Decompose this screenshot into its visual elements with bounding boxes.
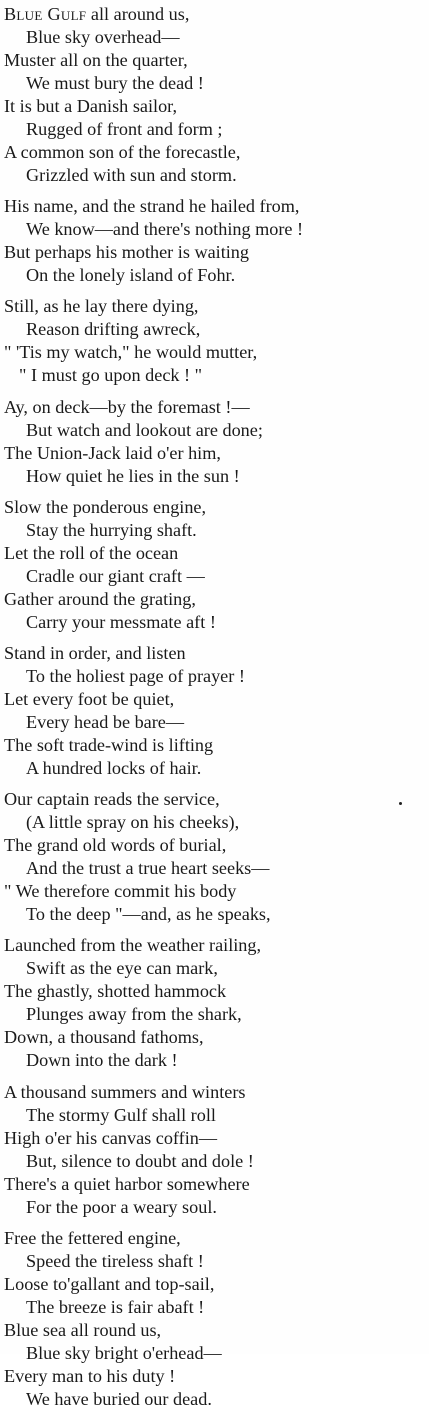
poem-line: We know—and there's nothing more ! <box>26 219 304 240</box>
poem-line: " I must go upon deck ! " <box>19 365 203 386</box>
poem-line: Every man to his duty ! <box>4 1365 176 1386</box>
poem-line: The ghastly, shotted hammock <box>4 981 227 1002</box>
stanza <box>4 788 425 926</box>
poem-line: But, silence to doubt and dole ! <box>26 1150 254 1171</box>
opening-words: Blue Gulf <box>4 4 87 24</box>
poem-line: Cradle our giant craft — <box>26 565 205 586</box>
poem-line: Reason drifting awreck, <box>26 319 201 340</box>
poem-line: Down into the dark ! <box>26 1050 178 1071</box>
poem-line: Every head be bare— <box>26 711 185 732</box>
poem-line: But watch and lookout are done; <box>26 419 263 440</box>
poem-line: Speed the tireless shaft ! <box>26 1250 204 1271</box>
poem-line: How quiet he lies in the sun ! <box>26 465 240 486</box>
poem-line: Ay, on deck—by the foremast !— <box>4 396 250 417</box>
poem-line: Carry your messmate aft ! <box>26 611 216 632</box>
poem-line: Blue sky overhead— <box>26 27 180 47</box>
poem-line: His name, and the strand he hailed from, <box>4 196 300 217</box>
poem-line: Let the roll of the ocean <box>4 542 179 563</box>
poem-line: And the trust a true heart seeks— <box>26 858 270 879</box>
poem-line: " We therefore commit his body <box>4 881 237 902</box>
poem-line <box>4 3 425 26</box>
stanza <box>4 295 425 387</box>
opening-line-rest: all around us, <box>86 4 190 24</box>
stanza <box>4 3 425 187</box>
poem-line: To the deep "—and, as he speaks, <box>26 904 271 925</box>
poem-line: Free the fettered engine, <box>4 1227 181 1248</box>
poem-line: Still, as he lay there dying, <box>4 296 199 317</box>
poem-line: Grizzled with sun and storm. <box>26 165 237 185</box>
poem-line: A common son of the forecastle, <box>4 142 241 162</box>
poem-line: Down, a thousand fathoms, <box>4 1027 204 1048</box>
poem-line: It is but a Danish sailor, <box>4 96 178 116</box>
poem-line: A hundred locks of hair. <box>26 757 202 778</box>
stanza <box>4 934 425 1072</box>
poem-line: We must bury the dead ! <box>26 73 204 93</box>
stanza <box>4 496 425 634</box>
stanza <box>4 642 425 780</box>
poem-line: Blue sea all round us, <box>4 1319 162 1340</box>
poem-line: " 'Tis my watch," he would mutter, <box>4 342 258 363</box>
print-speck <box>399 802 402 805</box>
stanza <box>4 195 425 287</box>
poem-body <box>4 3 425 1419</box>
poem-line: Rugged of front and form ; <box>26 119 223 139</box>
stanza <box>4 1081 425 1219</box>
poem-line: The stormy Gulf shall roll <box>26 1104 216 1125</box>
poem-line: Launched from the weather railing, <box>4 935 262 956</box>
poem-line: But perhaps his mother is waiting <box>4 242 249 263</box>
poem-line: Blue sky bright o'erhead— <box>26 1342 222 1363</box>
poem-line: The soft trade-wind is lifting <box>4 734 214 755</box>
stanza <box>4 1227 425 1411</box>
poem-line: (A little spray on his cheeks), <box>26 812 240 833</box>
poem-line: There's a quiet harbor somewhere <box>4 1173 250 1194</box>
poem-line: The Union-Jack laid o'er him, <box>4 442 221 463</box>
poem-line: Stand in order, and listen <box>4 642 186 663</box>
poem-line: A thousand summers and winters <box>4 1081 246 1102</box>
poem-line: Gather around the grating, <box>4 588 196 609</box>
poem-line: The grand old words of burial, <box>4 835 227 856</box>
poem-line: The breeze is fair abaft ! <box>26 1296 205 1317</box>
poem-line: Our captain reads the service, <box>4 789 220 810</box>
poem-line: High o'er his canvas coffin— <box>4 1127 218 1148</box>
poem-line: Swift as the eye can mark, <box>26 958 218 979</box>
poem-line: Muster all on the quarter, <box>4 50 188 70</box>
poem-line: Let every foot be quiet, <box>4 688 175 709</box>
poem-line: Loose to'gallant and top-sail, <box>4 1273 215 1294</box>
poem-line: Plunges away from the shark, <box>26 1004 242 1025</box>
poem-line: Slow the ponderous engine, <box>4 496 207 517</box>
poem-line: To the holiest page of prayer ! <box>26 665 245 686</box>
poem-line: Stay the hurrying shaft. <box>26 519 197 540</box>
poem-line: For the poor a weary soul. <box>26 1196 217 1217</box>
stanza <box>4 396 425 488</box>
poem-line: On the lonely island of Fohr. <box>26 265 236 286</box>
poem-line: We have buried our dead. <box>26 1388 212 1409</box>
